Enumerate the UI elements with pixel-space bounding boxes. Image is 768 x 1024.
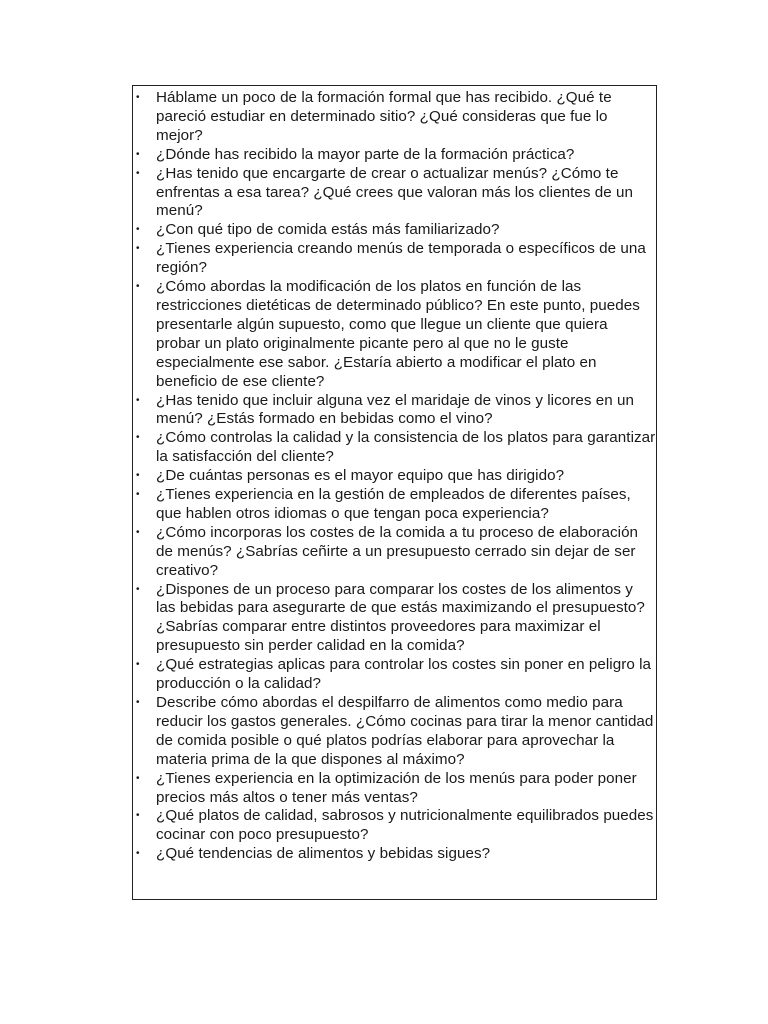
list-item xyxy=(133,240,656,278)
list-item xyxy=(133,278,656,391)
question-text: ¿Qué estrategias aplicas para controlar los costes sin poner en peligro la producción o la calidad? xyxy=(156,656,652,693)
question-text: ¿Tienes experiencia creando menús de temporada o específicos de una región? xyxy=(156,240,646,277)
bullet-icon: • xyxy=(136,224,140,236)
list-item xyxy=(133,656,656,694)
bullet-icon: • xyxy=(136,92,140,103)
bullet-icon: • xyxy=(136,848,140,860)
question-text: Describe cómo abordas el despilfarro de alimentos como medio para reducir los gastos generales. ¿Cómo cocinas para tirar la menor cantidad de comida posible o qué platos podrías elaborar para aprovechar la materia prima de la que dispones al máximo? xyxy=(156,694,654,768)
question-text: ¿Cómo incorporas los costes de la comida a tu proceso de elaboración de menús? ¿Sabrías ceñirte a un presupuesto cerrado sin dejar de ser creativo? xyxy=(156,523,639,579)
question-text: ¿Dispones de un proceso para comparar los costes de los alimentos y las bebidas para asegurarte de que estás maximizando el presupuesto? ¿Sabrías comparar entre distintos proveedores para maximizar el presupuesto sin perder calidad en la comida? xyxy=(156,580,645,655)
question-text: ¿Cómo controlas la calidad y la consistencia de los platos para garantizar la satisfacción del cliente? xyxy=(156,429,656,466)
list-item xyxy=(133,581,656,657)
question-text: ¿Has tenido que encargarte de crear o actualizar menús? ¿Cómo te enfrentas a esa tarea? ¿Qué crees que valoran más los clientes de un menú? xyxy=(156,164,634,220)
question-text: ¿Tienes experiencia en la gestión de empleados de diferentes países, que hablen otros idiomas o que tengan poca experiencia? xyxy=(156,486,631,522)
list-item xyxy=(133,146,656,165)
bullet-icon: • xyxy=(136,470,140,482)
list-item xyxy=(133,89,656,146)
question-list xyxy=(133,86,656,864)
list-item xyxy=(133,467,656,486)
bullet-icon: • xyxy=(136,697,140,708)
list-item xyxy=(133,770,656,808)
question-text: ¿Con qué tipo de comida estás más familiarizado? xyxy=(156,221,500,239)
list-item xyxy=(133,845,656,864)
question-text: ¿Has tenido que incluir alguna vez el maridaje de vinos y licores en un menú? ¿Estás formado en bebidas como el vino? xyxy=(156,391,634,428)
list-item xyxy=(133,694,656,770)
bullet-icon: • xyxy=(136,432,140,444)
bullet-icon: • xyxy=(136,659,140,671)
question-text: ¿Cómo abordas la modificación de los platos en función de las restricciones dietéticas de determinado público? En este punto, puedes presentarle algún supuesto, como que llegue un cliente que quiera probar un plato originalmente picante pero al que no le guste especialmente ese sabor. ¿Estaría abierto a modificar el plato en beneficio de ese cliente? xyxy=(156,278,640,390)
bullet-icon: • xyxy=(136,526,140,538)
document-page-box xyxy=(132,85,657,900)
list-item xyxy=(133,486,656,524)
list-item xyxy=(133,392,656,430)
question-text: ¿Qué platos de calidad, sabrosos y nutricionalmente equilibrados puedes cocinar con poco presupuesto? xyxy=(156,807,654,844)
bullet-icon: • xyxy=(136,489,140,501)
bullet-icon: • xyxy=(136,243,140,255)
question-text: ¿Dónde has recibido la mayor parte de la formación práctica? xyxy=(156,145,575,163)
bullet-icon: • xyxy=(136,394,140,406)
question-text: ¿De cuántas personas es el mayor equipo que has dirigido? xyxy=(156,467,565,485)
bullet-icon: • xyxy=(136,583,140,595)
bullet-icon: • xyxy=(136,281,140,293)
list-item xyxy=(133,807,656,845)
bullet-icon: • xyxy=(136,167,140,179)
list-item xyxy=(133,524,656,581)
question-text: Háblame un poco de la formación formal que has recibido. ¿Qué te pareció estudiar en determinado sitio? ¿Qué consideras que fue lo mejor? xyxy=(156,89,612,144)
question-text: ¿Tienes experiencia en la optimización de los menús para poder poner precios más altos o tener más ventas? xyxy=(156,769,637,806)
question-text: ¿Qué tendencias de alimentos y bebidas sigues? xyxy=(156,845,491,863)
bullet-icon: • xyxy=(136,810,140,822)
list-item xyxy=(133,165,656,222)
list-item xyxy=(133,221,656,240)
bullet-icon: • xyxy=(136,772,140,784)
bullet-icon: • xyxy=(136,148,140,160)
list-item xyxy=(133,429,656,467)
